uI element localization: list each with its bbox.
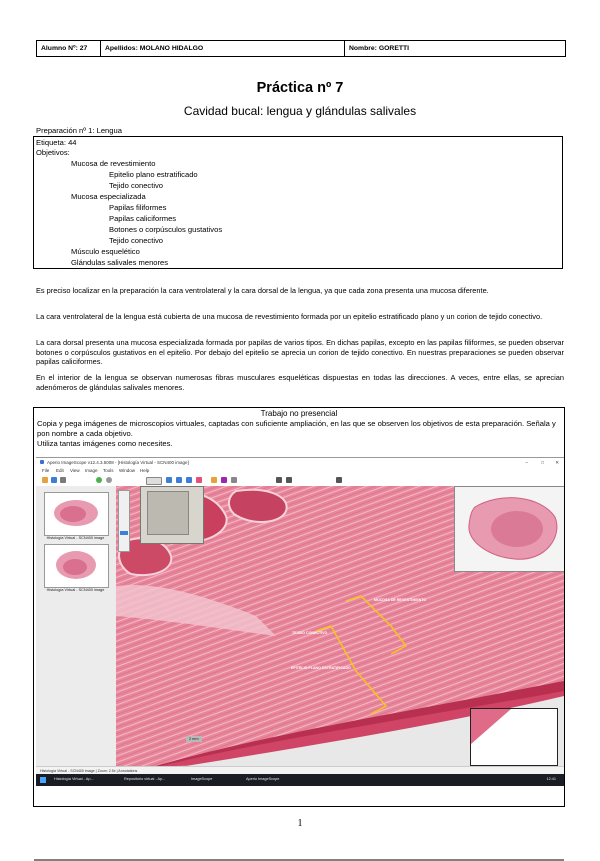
menu-edit[interactable]: Edit xyxy=(56,468,64,473)
annotate-icon[interactable] xyxy=(186,477,192,483)
pen-icon[interactable] xyxy=(196,477,202,483)
objective-item: Botones o corpúsculos gustativos xyxy=(109,225,223,234)
objective-item: Tejido conectivo xyxy=(109,236,164,245)
windows-taskbar xyxy=(36,774,564,786)
objective-item: Glándulas salivales menores xyxy=(71,258,169,267)
zoom-icon[interactable] xyxy=(106,477,112,483)
taskbar-item[interactable]: Aperio ImageScope xyxy=(246,777,280,781)
start-icon[interactable] xyxy=(40,777,46,783)
objective-item: Tejido conectivo xyxy=(109,181,164,190)
overview-image xyxy=(455,487,564,571)
ellipse-icon[interactable] xyxy=(286,477,292,483)
close-icon[interactable]: ✕ xyxy=(555,460,559,465)
thumbnail-panel xyxy=(36,486,117,766)
slide-label-preview xyxy=(140,486,204,544)
app-icon xyxy=(40,460,44,464)
status-text: Histología Virtual - SCN400 image | Zoom: 2.5x | Annotations xyxy=(40,769,138,773)
window-title: Aperio ImageScope v12.4.3.5008 - [Histología Virtual - SCN400 image] xyxy=(47,460,189,465)
task-title: Trabajo no presencial xyxy=(260,409,338,418)
scale-bar: 2 mm xyxy=(186,736,202,742)
slide-thumbnail[interactable] xyxy=(44,544,109,588)
paragraph: Es preciso localizar en la preparación la cara ventrolateral y la cara dorsal de la lengua, ya que cada zona presenta una mucosa diferente. xyxy=(36,286,489,295)
paragraph: En el interior de la lengua se observan numerosas fibras musculares esqueléticas dispuestas en todas las direcciones. A veces, entre ellas, se aprecian adenómeros de glándulas salivales menores. xyxy=(36,373,564,392)
student-number: Alumno Nº: 27 xyxy=(37,41,101,56)
thumbnail-caption: Histología Virtual - SCN400 image xyxy=(46,588,105,592)
maximize-icon[interactable]: □ xyxy=(541,460,544,465)
slide-viewer[interactable] xyxy=(116,486,564,766)
slide-thumbnail-image xyxy=(45,545,108,587)
select-icon[interactable] xyxy=(176,477,182,483)
arrow-icon[interactable] xyxy=(221,477,227,483)
taskbar-item[interactable]: Repositorio virtual - Ap... xyxy=(124,777,166,781)
settings-icon[interactable] xyxy=(336,477,342,483)
preparation-heading: Preparación nº 1: Lengua xyxy=(36,126,122,135)
objective-item: Mucosa especializada xyxy=(71,192,146,201)
objective-item: Papilas caliciformes xyxy=(109,214,177,223)
taskbar-item[interactable]: ImageScope xyxy=(191,777,213,781)
slide-thumbnail-image xyxy=(45,493,108,535)
magnifier-image xyxy=(471,709,557,765)
annotation-label: MUCOSA DE REVESTIMIENTO xyxy=(374,598,427,602)
task-line: Copia y pega imágenes de microscopios virtuales, captadas con suficiente ampliación, en las que se observen los objetivos de esta preparación. Señala y pon nombre a cada objetivo. xyxy=(37,419,556,438)
ruler-icon[interactable] xyxy=(211,477,217,483)
menu-help[interactable]: Help xyxy=(140,468,150,473)
student-header xyxy=(36,40,566,57)
menu-view[interactable]: View xyxy=(70,468,80,473)
zoom-slider[interactable] xyxy=(118,490,130,552)
print-icon[interactable] xyxy=(60,477,66,483)
objective-item: Mucosa de revestimiento xyxy=(71,159,156,168)
open-icon[interactable] xyxy=(42,477,48,483)
menu-image[interactable]: Image xyxy=(85,468,98,473)
student-surname: Apellidos: MOLANO HIDALGO xyxy=(101,41,345,56)
text-icon[interactable] xyxy=(231,477,237,483)
go-icon[interactable] xyxy=(96,477,102,483)
paragraph: La cara dorsal presenta una mucosa especializada formada por papilas de varios tipos. En dichas papilas, excepto en las papilas filiformes, se pueden observar botones o corpúsculos gustativos en el epitelio. Por debajo del epitelio se aprecia un corion de tejido conectivo. En nuestras preparaciones se pueden observar papilas caliciformes. xyxy=(36,338,564,367)
window-titlebar xyxy=(36,458,564,467)
task-line: Utiliza tantas imágenes como necesites. xyxy=(37,438,173,448)
overview-inset[interactable] xyxy=(454,486,564,572)
page-number: 1 xyxy=(297,818,303,829)
etiqueta: Etiqueta: 44 xyxy=(36,138,77,147)
microscope-screenshot xyxy=(36,457,564,786)
slide-label-image xyxy=(147,491,189,535)
objectives-box xyxy=(33,136,563,269)
menu-tools[interactable]: Tools xyxy=(103,468,114,473)
menu-file[interactable]: File xyxy=(42,468,50,473)
pan-icon[interactable] xyxy=(166,477,172,483)
zoom-field[interactable] xyxy=(146,477,162,485)
magnifier-inset[interactable] xyxy=(470,708,558,766)
page-subtitle: Cavidad bucal: lengua y glándulas salivales xyxy=(183,104,417,118)
save-icon[interactable] xyxy=(51,477,57,483)
objective-item: Epitelio plano estratificado xyxy=(109,170,198,179)
objective-item: Papilas filiformes xyxy=(109,203,167,212)
objectives-label: Objetivos: xyxy=(36,148,70,157)
menu-bar xyxy=(36,467,564,475)
taskbar-clock: 12:41 xyxy=(546,777,556,781)
thumbnail-caption: Histología Virtual - SCN400 image xyxy=(46,536,105,540)
minimize-icon[interactable]: – xyxy=(525,460,528,465)
page-title: Práctica nº 7 xyxy=(256,80,344,96)
zoom-slider-handle[interactable] xyxy=(120,531,128,535)
student-name: Nombre: GORETTI xyxy=(349,45,410,52)
objective-item: Músculo esquelético xyxy=(71,247,140,256)
rectangle-icon[interactable] xyxy=(276,477,282,483)
annotation-label: TEJIDO CONECTIVO xyxy=(292,631,328,635)
annotation-label: EPITELIO PLANO ESTRATIFICADO xyxy=(291,666,351,670)
task-instructions xyxy=(37,419,559,448)
menu-window[interactable]: Window xyxy=(119,468,136,473)
taskbar-item[interactable]: Histología Virtual - Ap... xyxy=(54,777,94,781)
slide-thumbnail[interactable] xyxy=(44,492,109,536)
paragraph: La cara ventrolateral de la lengua está cubierta de una mucosa de revestimiento formada por un epitelio estratificado plano y un corion de tejido conectivo. xyxy=(36,312,543,321)
